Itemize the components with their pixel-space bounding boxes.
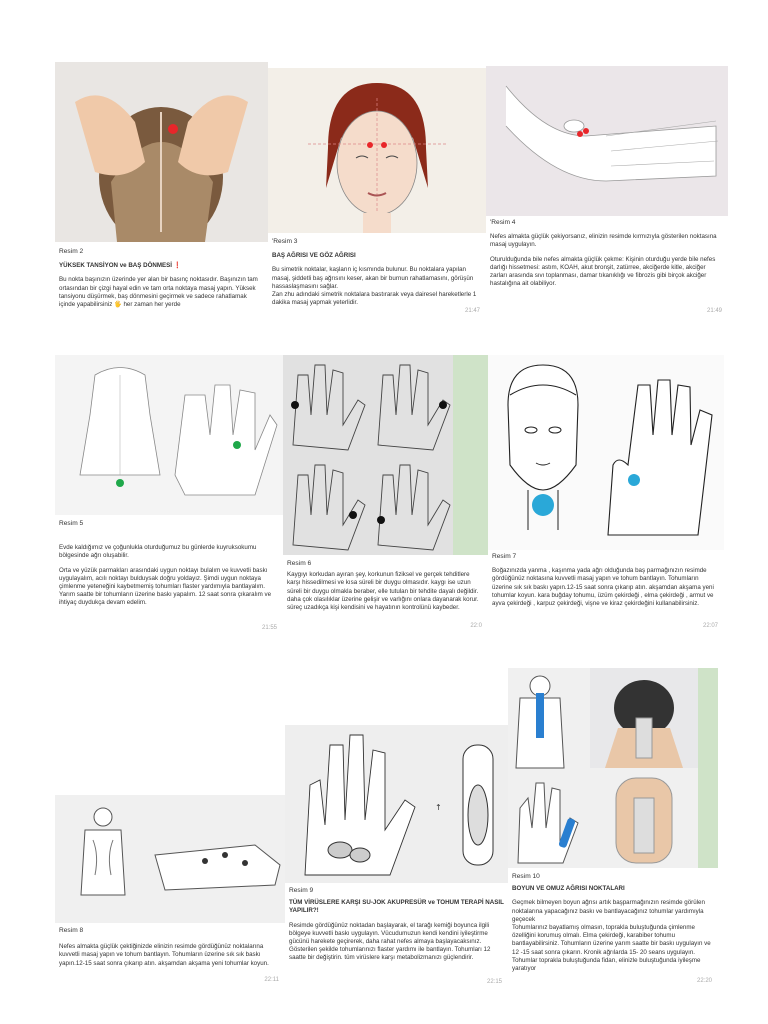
timestamp: 21:55 — [261, 625, 277, 631]
card-label: 'Resim 3 — [272, 238, 298, 245]
card-body: Nefes almakta güçlük çekiyorsanız, elinizin resimde kırmızıyla gösterilen noktasına masaj uygulayın. — [490, 233, 717, 249]
back-and-hand-diagram — [55, 355, 283, 515]
four-hands-diagram — [283, 355, 488, 555]
card-resim-3 — [268, 68, 486, 320]
lungs-and-hand-diagram — [55, 795, 285, 923]
card-caption — [512, 873, 714, 979]
neck-shoulder-diagram — [508, 668, 718, 868]
card-label: Resim 7 — [492, 553, 517, 560]
card-caption — [59, 248, 264, 315]
card-resim-2 — [55, 62, 268, 324]
card-label: 'Resim 4 — [490, 219, 516, 226]
svg-text:↑: ↑ — [435, 803, 442, 812]
timestamp: 22:0 — [470, 623, 482, 629]
card-title: BAŞ AĞRISI VE GÖZ AĞRISI — [272, 252, 356, 260]
card-label: Resim 6 — [287, 560, 312, 567]
timestamp: 21:49 — [706, 308, 722, 314]
head-massage-photo — [55, 62, 268, 242]
su-jok-hand-diagram — [285, 725, 508, 883]
card-resim-8 — [55, 795, 285, 990]
card-caption — [59, 927, 281, 974]
card-body: Resimde gördüğünüz noktadan başlayarak, el tarağı kemiği boyunca ilgili bölgeye kuvvetli baskı uygulayın. Vücudumuzun kendi kendini iyileştirme gücünü harekete geçirerek, daha rahat nefes almaya başlayacaksınız. Gösterilen şekilde tohumlarınızı flaster yardımı ile bantlayın. Tohumları 12 saatte bir değiştirin. tüm virüslere karşı metabolizmanızı güçlendirir. — [289, 921, 491, 962]
card-resim-9 — [285, 725, 508, 990]
card-body-2: Orta ve yüzük parmakları arasındaki uygun noktayı bulalım ve kuvvetli baskı uygulayalım, acılı noktayı bulduysak doğru yoldayız. Şimdi uygun noktaya çimlenme yeteneğini kaybetmemiş tohumları flaster yardımıyla bantlayalım. Yarım saatte bir tohumların üzerine baskı yapalım. 12 saat sonra çıkaralım ve ihtiyaç duydukça devam edelim. — [59, 566, 272, 607]
card-body: Bu simetrik noktalar, kaşların iç kısmında bulunur. Bu noktalara yapılan masaj, şiddetli baş ağrısını keser, akan bir burnun rahatlamasını, görüşün hassaslaşmasını sağlar. — [272, 266, 474, 290]
card-caption — [492, 553, 720, 614]
timestamp: 22:20 — [696, 978, 712, 984]
timestamp: 22:07 — [702, 623, 718, 629]
card-title: BOYUN VE OMUZ AĞRISI NOKTALARI — [512, 885, 625, 893]
card-caption — [289, 887, 504, 969]
card-body: Kaygıyı korkudan ayıran şey, korkunun fiziksel ve gerçek tehditlere karşı hissedilmesi ve kısa süreli bir duygu olmasıdır. kaygı ise uzun süreli bir duygu olmakla beraber, elle tutulan bir tehdite dayalı değildir. daha çok olasılıklar üzerine gelişir ve varlığını onlara dayanarak korur. süreç uzadıkça kişi kendisini ve hayatının kontrolünü kaybeder. — [287, 571, 479, 612]
card-caption — [272, 238, 482, 313]
card-body: Evde kaldığımız ve çoğunlukla oturduğumuz bu günlerde kuyruksokumu bölgesinde ağrı oluşabilir. — [59, 544, 257, 560]
timestamp: 22:15 — [486, 979, 502, 985]
card-caption — [287, 560, 484, 618]
card-title: TÜM VİRÜSLERE KARŞI SU-JOK AKUPRESÜR ve TOHUM TERAPİ NASIL YAPILIR?! — [289, 899, 504, 915]
card-resim-10 — [508, 668, 718, 990]
card-title: YÜKSEK TANSİYON ve BAŞ DÖNMESİ ❗ — [59, 262, 182, 270]
hand-diagram — [486, 66, 728, 216]
card-label: Resim 2 — [59, 248, 84, 255]
card-resim-4 — [486, 66, 728, 320]
card-label: Resim 8 — [59, 927, 84, 934]
card-caption — [59, 520, 279, 614]
timestamp: 22:11 — [264, 977, 279, 983]
card-resim-7 — [488, 355, 724, 637]
card-body: Nefes almakta güçlük çektiğinizde elinizin resimde gördüğünüz noktalarına kuvvetli masaj yapın ve tohum bantlayın. Tohumların üzerine sık sık baskı yapın.12-15 saat sonra çıkarıp atın. akşamdan akşama yeni tohumlar koyun. — [59, 943, 269, 967]
face-diagram — [268, 68, 486, 233]
card-resim-6 — [283, 355, 488, 635]
card-label: Resim 10 — [512, 873, 540, 880]
card-label: Resim 9 — [289, 887, 314, 894]
card-label: Resim 5 — [59, 520, 84, 527]
card-body: Boğazınızda yanma , kaşınma yada ağrı olduğunda baş parmağınızın resimde gördüğünüz noktasına kuvvetli masaj yapın ve tohum bantlayın. Tohumların üzerine sık sık baskı yapın.12-15 saat sonra çıkarıp atın. akşamdan akşama yeni tohumlar koyun. kara buğday tohumu, üzüm çekirdeği , elma çekirdeği , armut ve ayva çekirdeği , karpuz çekirdeği, vişne ve kiraz çekirdeğini kullanabilirsiniz. — [492, 567, 714, 608]
card-body: Bu nokta başınızın üzerinde yer alan bir basınç noktasıdır. Başınızın tam ortasından bir çizgi hayal edin ve tam orta noktaya masaj yapın. Yüksek tansiyonu düşürmek, baş dönmesini geçirmek ve sadece rahatlamak içinde yapabilirsiniz 🖐 her zaman her yerde — [59, 276, 258, 309]
card-caption — [490, 219, 724, 294]
throat-and-hand-diagram — [488, 355, 724, 550]
card-resim-5 — [55, 355, 283, 635]
card-body-2: Tohumlarınız bayatlamış olmasın, toprakla buluştuğunda çimlenme özelliğini korumuş olmalı. Elma çekirdeği, karabiber tohumu bantlayabilirsiniz. Tohumların üzerine yarım saatte bir baskı uygulayın ve 12 -15 saat sonra çıkarın. Kronik ağrılarda 15- 20 seans uygulayın. Tohumlar toprakla buluştuğunda fidan, elinizle buluştuğunda iyileşme yaratıyor — [512, 924, 711, 973]
card-body: Geçmek bilmeyen boyun ağrısı artık başparmağınızın resimde görülen noktalarına yapacağınız baskı ve bantlayacağınız tohumlar yardımıyla geçecek — [512, 899, 705, 923]
timestamp: 21:47 — [464, 308, 480, 314]
card-body-2: Oturulduğunda bile nefes almakta güçlük çekme: Kişinin oturduğu yerde bile nefes darlığı hissetmesi: astım, KOAH, akut bronşit, zatürree, akciğerde kitle, akciğer zarları arasında sıvı toplanması, damar tıkanıklığı ve fibrozis gibi birçok akciğer hastalığına ait olabiliyor. — [490, 255, 716, 288]
card-body-2: Zan zhu adındaki simetrik noktalara bastırarak veya dairesel hareketlerle 1 dakika masaj yapmak yeterlidir. — [272, 291, 477, 307]
